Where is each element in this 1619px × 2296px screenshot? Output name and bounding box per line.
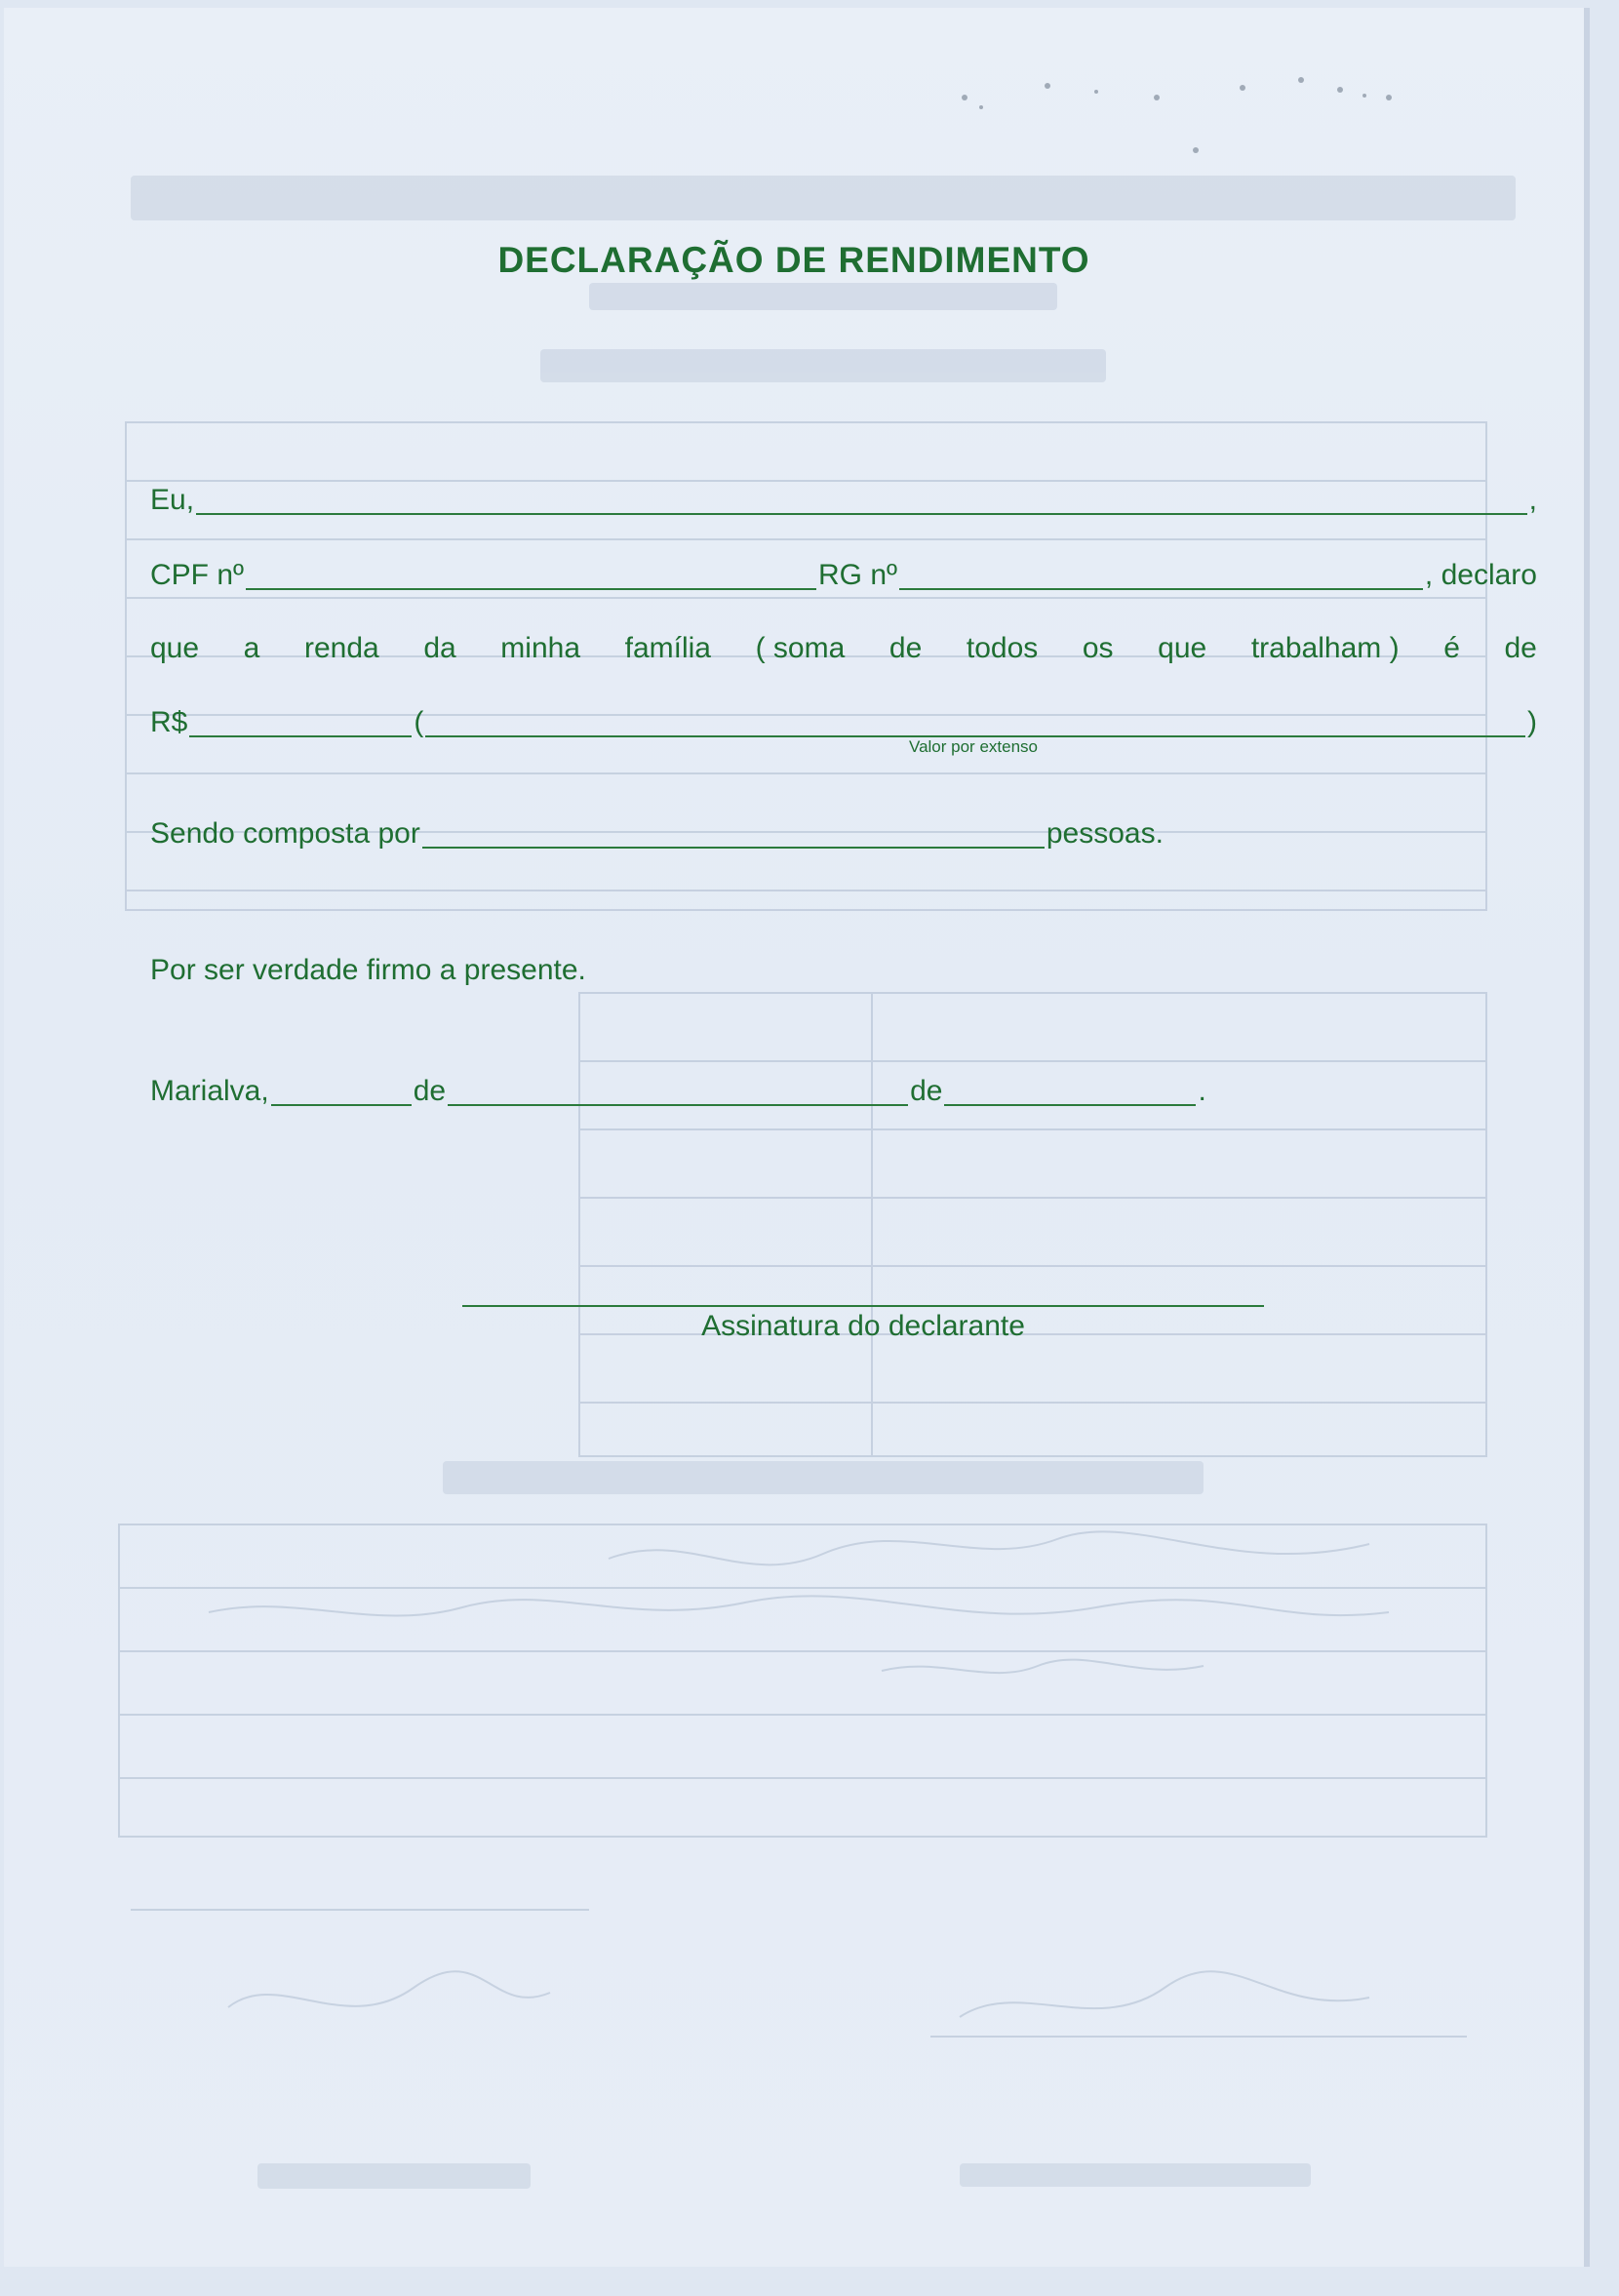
- caption-valor-extenso: Valor por extenso: [909, 737, 1038, 756]
- label-composta: Sendo composta por: [150, 817, 420, 850]
- document-title: DECLARAÇÃO DE RENDIMENTO: [497, 240, 1090, 280]
- label-de-1: de: [413, 1075, 447, 1107]
- renda-word: a: [243, 632, 260, 664]
- line-date: [150, 1075, 1206, 1106]
- document-page: [4, 8, 1590, 2267]
- blank-month[interactable]: [448, 1075, 908, 1106]
- blank-pessoas[interactable]: [422, 817, 1045, 849]
- label-de-2: de: [910, 1075, 943, 1107]
- line-composta: [150, 817, 1164, 849]
- blank-valor-extenso[interactable]: [425, 706, 1525, 737]
- renda-word: é: [1443, 632, 1460, 664]
- blank-valor[interactable]: [189, 706, 412, 737]
- text-verdade: Por ser verdade firmo a presente.: [150, 954, 586, 986]
- renda-word: de: [1504, 632, 1537, 664]
- label-paren-open: (: [414, 706, 424, 738]
- label-eu: Eu,: [150, 484, 195, 516]
- renda-word: renda: [303, 632, 379, 664]
- bleed-through-background: [4, 8, 1584, 2267]
- blank-name[interactable]: [196, 484, 1527, 515]
- line-verdade: [150, 956, 586, 985]
- renda-word: trabalham ): [1250, 632, 1400, 664]
- renda-word: todos: [966, 632, 1039, 664]
- renda-word: da: [423, 632, 456, 664]
- blank-cpf[interactable]: [246, 559, 816, 590]
- label-eu-end: ,: [1528, 484, 1537, 516]
- renda-word: de: [888, 632, 923, 664]
- signature-line[interactable]: [462, 1305, 1264, 1307]
- label-city: Marialva,: [150, 1075, 269, 1107]
- renda-word: minha: [500, 632, 581, 664]
- line-renda: [150, 632, 1537, 665]
- label-rg: RG nº: [817, 559, 897, 591]
- label-date-end: .: [1198, 1075, 1206, 1107]
- line-name: [150, 484, 1537, 515]
- renda-word: ( soma: [755, 632, 846, 664]
- blank-day[interactable]: [271, 1075, 412, 1106]
- renda-word: os: [1082, 632, 1114, 664]
- blank-rg[interactable]: [899, 559, 1423, 590]
- label-declaro: , declaro: [1424, 559, 1537, 591]
- renda-word: que: [150, 632, 200, 664]
- label-paren-close: ): [1527, 706, 1537, 738]
- label-cpf: CPF nº: [150, 559, 244, 591]
- line-documents: [150, 559, 1537, 590]
- blank-year[interactable]: [944, 1075, 1196, 1106]
- label-rs: R$: [150, 706, 188, 738]
- signature-label: Assinatura do declarante: [701, 1310, 1025, 1342]
- renda-word: que: [1158, 632, 1207, 664]
- label-pessoas: pessoas.: [1046, 817, 1164, 850]
- line-valor: [150, 706, 1537, 737]
- renda-word: família: [624, 632, 711, 664]
